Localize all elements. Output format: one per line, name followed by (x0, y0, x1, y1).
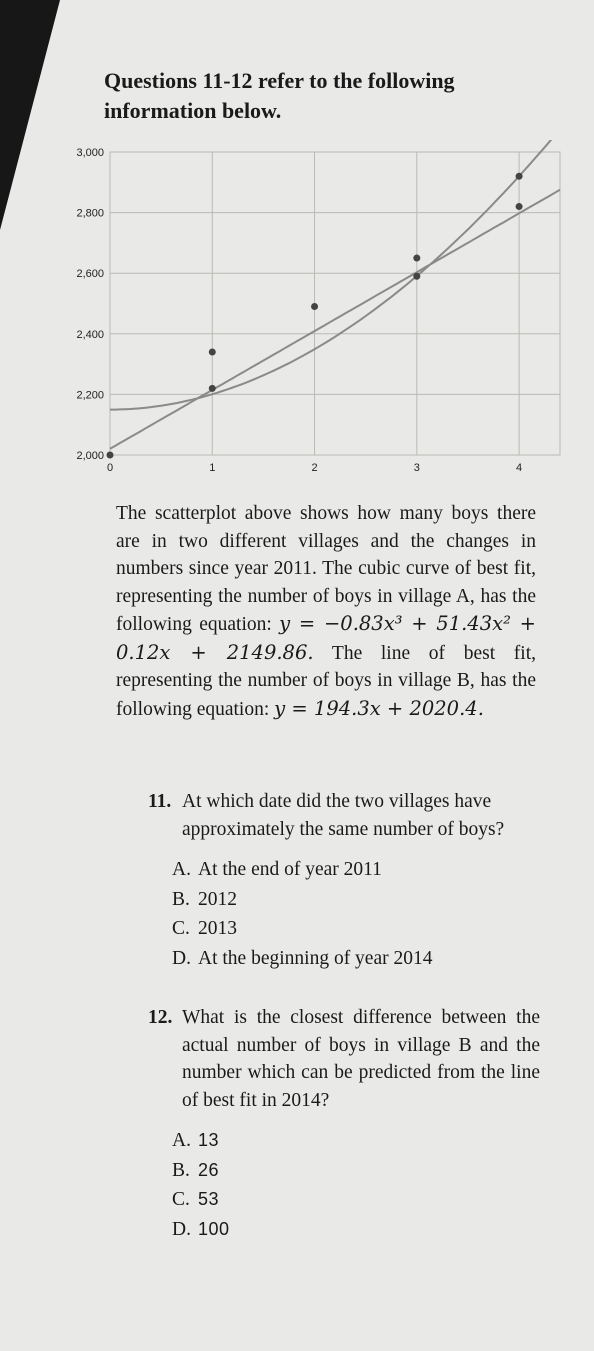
x-tick-label: 1 (209, 462, 216, 474)
question-number: 11. (148, 791, 172, 812)
choice-text: 2012 (198, 888, 237, 910)
data-point-village-b (413, 255, 420, 262)
choice-letter: B. (172, 1159, 190, 1181)
fit-curve-village-a (110, 140, 560, 410)
fit-line-village-b (110, 190, 560, 449)
equation-village-b: y = 194.3x + 2020.4. (274, 696, 484, 720)
data-point-village-a (413, 273, 420, 280)
question-11 (148, 788, 540, 973)
choice-a[interactable] (172, 855, 540, 885)
choice-letter: C. (172, 918, 190, 939)
data-point-village-b (209, 348, 216, 355)
y-tick-label: 2,200 (76, 389, 104, 402)
choice-letter: A. (172, 859, 191, 880)
passage-line1: The scatterplot above shows how many boys there are in two different villages and the changes in numbers since year 2011. The cubic curve of best fit, representing the number of boys in village A, has the following equation: (116, 503, 536, 635)
section-heading: Questions 11-12 refer to the following information below. (104, 68, 455, 123)
choice-text: At the beginning of year 2014 (198, 947, 433, 969)
question-12 (148, 1004, 540, 1244)
y-tick-label: 2,600 (76, 268, 104, 281)
choice-b[interactable] (172, 885, 540, 915)
data-point-village-a (107, 452, 114, 459)
choice-text: 100 (198, 1218, 230, 1239)
choice-text: 53 (198, 1189, 220, 1209)
question-text: At which date did the two villages have approximately the same number of boys? (182, 791, 505, 840)
answer-choices (148, 855, 540, 973)
x-tick-label: 3 (413, 462, 420, 474)
answer-choices (148, 1126, 540, 1244)
passage-line2: The line of best fit, representing the number of boys in village B, has the following equation: (116, 642, 536, 720)
choice-letter: D. (172, 1218, 191, 1240)
choice-letter: C. (172, 1189, 190, 1210)
choice-c[interactable] (172, 914, 540, 944)
choice-letter: D. (172, 947, 191, 969)
x-tick-label: 0 (106, 462, 114, 474)
choice-text: At the end of year 2011 (198, 859, 382, 880)
data-point-village-b (516, 173, 523, 180)
choice-b[interactable] (172, 1156, 540, 1186)
data-point-village-a (209, 385, 216, 392)
choice-text: 2013 (198, 918, 237, 939)
choice-text: 13 (198, 1130, 220, 1150)
question-number: 12. (148, 1007, 173, 1028)
data-point-village-a (311, 303, 318, 310)
equation-village-a: y = −0.83x³ + 51.43x² + 0.12x + 2149.86. (116, 612, 536, 664)
y-tick-label: 2,000 (76, 450, 104, 462)
question-text: What is the closest difference between the actual number of boys in village B and the number which can be predicted from the line of best fit in 2014? (182, 1007, 540, 1111)
y-tick-label: 2,400 (76, 328, 104, 341)
choice-a[interactable] (172, 1126, 540, 1156)
choice-text: 26 (198, 1159, 220, 1180)
y-tick-label: 3,000 (76, 147, 104, 159)
choice-c[interactable] (172, 1185, 540, 1215)
y-tick-label: 2,800 (76, 207, 104, 220)
x-tick-label: 2 (311, 462, 318, 474)
x-tick-label: 4 (516, 462, 523, 474)
choice-d[interactable] (172, 944, 540, 974)
choice-d[interactable] (172, 1215, 540, 1245)
scatterplot-chart (40, 140, 580, 480)
choice-letter: A. (172, 1130, 191, 1151)
data-point-village-a (516, 203, 523, 210)
choice-letter: B. (172, 888, 190, 910)
passage (116, 500, 536, 723)
